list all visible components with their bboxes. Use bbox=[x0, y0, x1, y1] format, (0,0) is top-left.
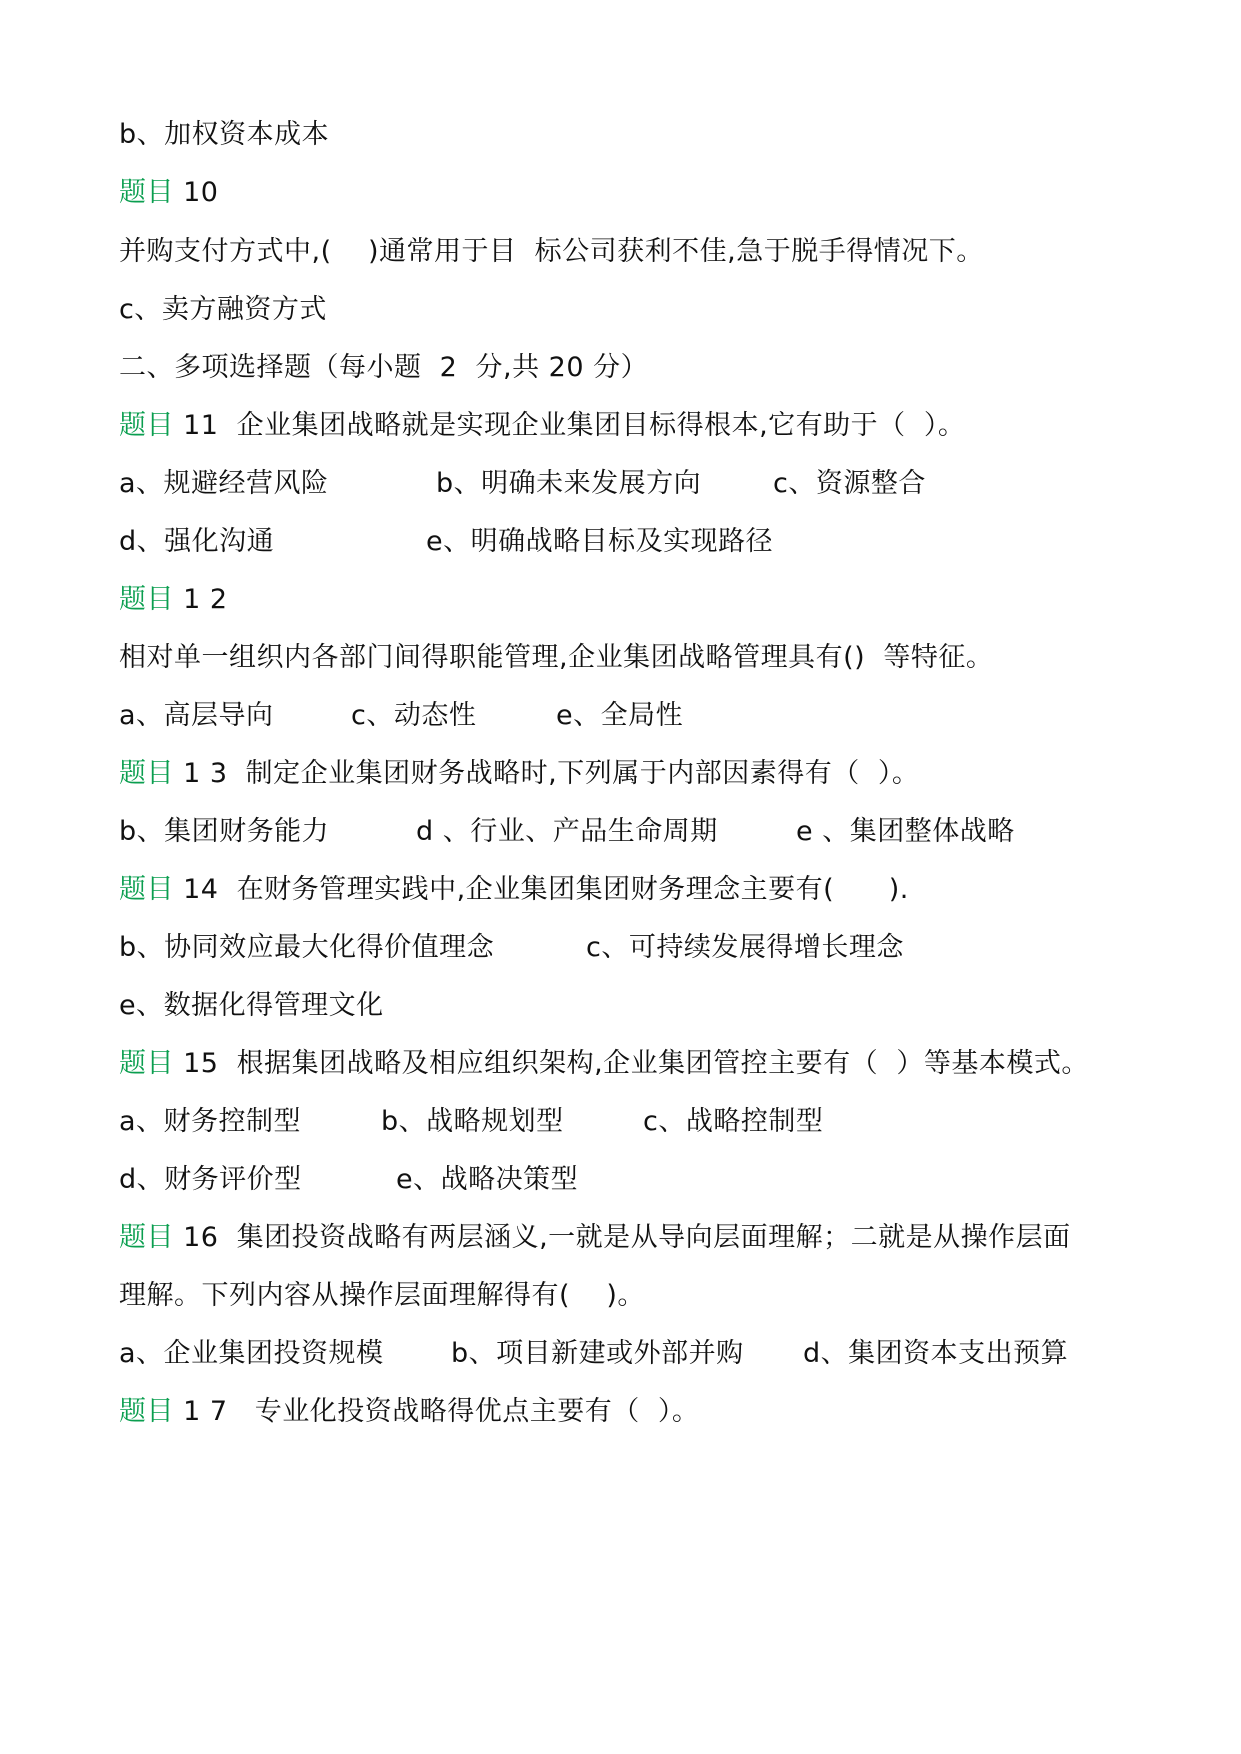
question-number: 10 bbox=[174, 177, 219, 208]
option-b: b、战略规划型 bbox=[381, 1106, 564, 1137]
option-e: e、全局性 bbox=[556, 700, 684, 731]
question-12-text: 相对单一组织内各部门间得职能管理,企业集团战略管理具有() 等特征。 bbox=[119, 642, 994, 673]
option-d: d、强化沟通 bbox=[119, 526, 275, 557]
question-text: 16 集团投资战略有两层涵义,一就是从导向层面理解；二就是从操作层面 bbox=[174, 1222, 1071, 1253]
answer-b-weighted-capital-cost: b、加权资本成本 bbox=[119, 119, 330, 150]
question-11 bbox=[119, 408, 965, 444]
option-d: d、财务评价型 bbox=[119, 1164, 302, 1195]
question-10-header bbox=[119, 175, 218, 211]
question-13 bbox=[119, 756, 919, 792]
question-15 bbox=[119, 1046, 1089, 1082]
question-label: 题目 bbox=[119, 1222, 174, 1253]
option-a: a、企业集团投资规模 bbox=[119, 1338, 384, 1369]
option-e: e 、集团整体战略 bbox=[796, 816, 1015, 847]
option-b: b、明确未来发展方向 bbox=[436, 468, 702, 499]
question-12-header bbox=[119, 582, 228, 618]
question-text: 15 根据集团战略及相应组织架构,企业集团管控主要有（ ）等基本模式。 bbox=[174, 1048, 1089, 1079]
option-a: a、规避经营风险 bbox=[119, 468, 329, 499]
option-a: a、财务控制型 bbox=[119, 1106, 302, 1137]
option-c: c、可持续发展得增长理念 bbox=[586, 932, 904, 963]
question-label: 题目 bbox=[119, 874, 174, 905]
option-b: b、集团财务能力 bbox=[119, 816, 330, 847]
question-text: 11 企业集团战略就是实现企业集团目标得根本,它有助于（ ）。 bbox=[174, 410, 966, 441]
question-label: 题目 bbox=[119, 758, 174, 789]
question-17 bbox=[119, 1394, 699, 1430]
section-heading-multiple-choice: 二、多项选择题（每小题 2 分,共 20 分） bbox=[119, 352, 649, 383]
question-number: 1 2 bbox=[174, 584, 228, 615]
question-16 bbox=[119, 1220, 1071, 1256]
question-10-text: 并购支付方式中,( )通常用于目 标公司获利不佳,急于脱手得情况下。 bbox=[119, 236, 984, 267]
option-b: b、项目新建或外部并购 bbox=[451, 1338, 744, 1369]
option-c: c、资源整合 bbox=[773, 468, 926, 499]
option-d: d、集团资本支出预算 bbox=[803, 1338, 1069, 1369]
option-c: c、战略控制型 bbox=[643, 1106, 824, 1137]
question-label: 题目 bbox=[119, 584, 174, 615]
answer-c-seller-financing: c、卖方融资方式 bbox=[119, 294, 327, 325]
question-text: 1 3 制定企业集团财务战略时,下列属于内部因素得有（ ）。 bbox=[174, 758, 920, 789]
option-e: e、数据化得管理文化 bbox=[119, 990, 384, 1021]
option-a: a、高层导向 bbox=[119, 700, 274, 731]
option-c: c、动态性 bbox=[351, 700, 477, 731]
question-text: 1 7 专业化投资战略得优点主要有（ ）。 bbox=[174, 1396, 700, 1427]
question-16-continued: 理解。下列内容从操作层面理解得有( )。 bbox=[119, 1280, 645, 1311]
option-d: d 、行业、产品生命周期 bbox=[416, 816, 718, 847]
question-14 bbox=[119, 872, 909, 908]
question-label: 题目 bbox=[119, 410, 174, 441]
option-b: b、协同效应最大化得价值理念 bbox=[119, 932, 495, 963]
option-e: e、战略决策型 bbox=[396, 1164, 579, 1195]
question-label: 题目 bbox=[119, 1396, 174, 1427]
question-label: 题目 bbox=[119, 1048, 174, 1079]
question-label: 题目 bbox=[119, 177, 174, 208]
option-e: e、明确战略目标及实现路径 bbox=[426, 526, 774, 557]
question-text: 14 在财务管理实践中,企业集团集团财务理念主要有( ). bbox=[174, 874, 909, 905]
